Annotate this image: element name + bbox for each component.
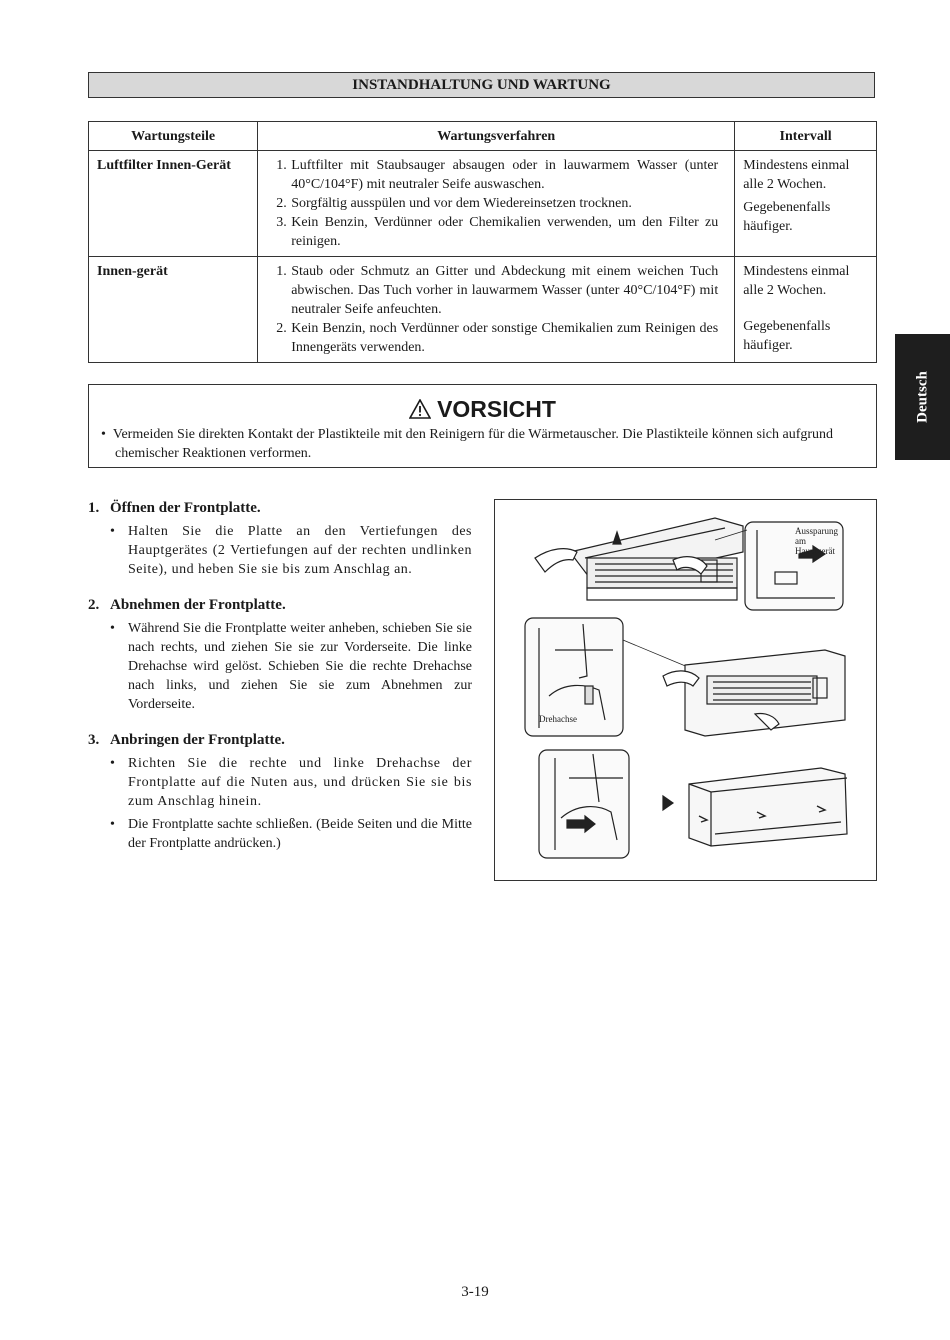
caution-text: • Vermeiden Sie direkten Kontakt der Plastikteile mit den Reinigern für die Wärmetauscher. Die Plastikteile können sich aufgrund chemischer Reaktionen verformen. xyxy=(101,427,834,461)
procedure-step: 2. Sorgfältig ausspülen und vor dem Wiedereinsetzen trocknen. xyxy=(290,194,718,213)
caution-title: VORSICHT xyxy=(437,396,556,422)
page-number: 3-19 xyxy=(461,1284,489,1300)
interval-note: Gegebenenfalls häufiger. xyxy=(743,319,831,353)
part-name: Luftfilter Innen-Gerät xyxy=(89,151,258,257)
header-interval: Intervall xyxy=(735,122,877,151)
procedure-step: 1. Staub oder Schmutz an Gitter und Abdeckung mit einem weichen Tuch abwischen. Das Tuch vorher in lauwarmem Wasser (unter 40°C/104°F) mit neutraler Seife anfeuchten. xyxy=(290,262,718,319)
indoor-unit-closed-drawing xyxy=(689,768,847,846)
step-bullet: • Während Sie die Frontplatte weiter anheben, schieben Sie sie nach rechts, und ziehen Sie sie zur Vorderseite. Die linke Drehachse wird gelöst. Schieben Sie die rechte Drehachse nach links, und ziehen Sie sie zum Abnehmen zur Vorderseite. xyxy=(128,619,472,714)
attach-detail-drawing xyxy=(539,750,629,858)
recess-label: Aussparung am Hauptgerät xyxy=(795,526,838,556)
procedure-step: 1. Luftfilter mit Staubsauger absaugen oder in lauwarmem Wasser (unter 40°C/104°F) mit neutraler Seife auswaschen. xyxy=(290,156,718,194)
procedure-cell xyxy=(258,151,735,257)
procedure-list xyxy=(272,156,718,251)
procedure-list xyxy=(272,262,718,357)
interval-text: Mindestens einmal alle 2 Wochen. xyxy=(743,264,850,298)
step-heading: 1. Öffnen der Frontplatte. xyxy=(88,500,261,516)
caution-heading xyxy=(89,395,876,423)
header-parts: Wartungsteile xyxy=(89,122,258,151)
step-heading: 2. Abnehmen der Frontplatte. xyxy=(88,597,286,613)
interval-cell xyxy=(735,151,877,257)
maintenance-table xyxy=(88,121,877,363)
interval-text: Mindestens einmal alle 2 Wochen. xyxy=(743,158,850,192)
warning-triangle-icon xyxy=(409,399,431,419)
table-header-row xyxy=(89,122,877,151)
steps-column xyxy=(88,498,472,869)
step-bullet: • Richten Sie die rechte und linke Drehachse der Frontplatte auf die Nuten aus, und drücken Sie sie bis zum Anschlag hinein. xyxy=(128,754,472,811)
step-bullet: • Halten Sie die Platte an den Vertiefungen des Hauptgerätes (2 Vertiefungen auf der rechten undlinken Seite), und heben Sie sie bis zum Anschlag an. xyxy=(128,522,472,579)
language-tab-label: Deutsch xyxy=(914,371,930,423)
header-procedure: Wartungsverfahren xyxy=(258,122,735,151)
play-arrow-icon xyxy=(663,796,673,810)
frontplate-illustration xyxy=(495,500,876,880)
step-heading: 3. Anbringen der Frontplatte. xyxy=(88,732,285,748)
procedure-cell xyxy=(258,257,735,363)
table-row xyxy=(89,257,877,363)
part-name: Innen-gerät xyxy=(89,257,258,363)
step-bullet: • Die Frontplatte sachte schließen. (Beide Seiten und die Mitte der Frontplatte andrücken.) xyxy=(128,815,472,853)
language-tab xyxy=(895,334,950,460)
table-row xyxy=(89,151,877,257)
caution-box xyxy=(88,384,877,468)
step-item xyxy=(88,498,472,579)
illustration-panel xyxy=(494,499,877,881)
interval-note: Gegebenenfalls häufiger. xyxy=(743,200,831,234)
section-title: INSTANDHALTUNG UND WARTUNG xyxy=(88,72,875,98)
step-item xyxy=(88,730,472,853)
axis-label: Drehachse xyxy=(539,714,577,724)
step-item xyxy=(88,595,472,714)
indoor-unit-open-drawing xyxy=(535,518,743,600)
interval-cell xyxy=(735,257,877,363)
procedure-step: 3. Kein Benzin, Verdünner oder Chemikalien verwenden, um den Filter zu reinigen. xyxy=(290,213,718,251)
indoor-unit-remove-drawing xyxy=(663,650,845,736)
procedure-step: 2. Kein Benzin, noch Verdünner oder sonstige Chemikalien zum Reinigen des Innengeräts verwenden. xyxy=(290,319,718,357)
